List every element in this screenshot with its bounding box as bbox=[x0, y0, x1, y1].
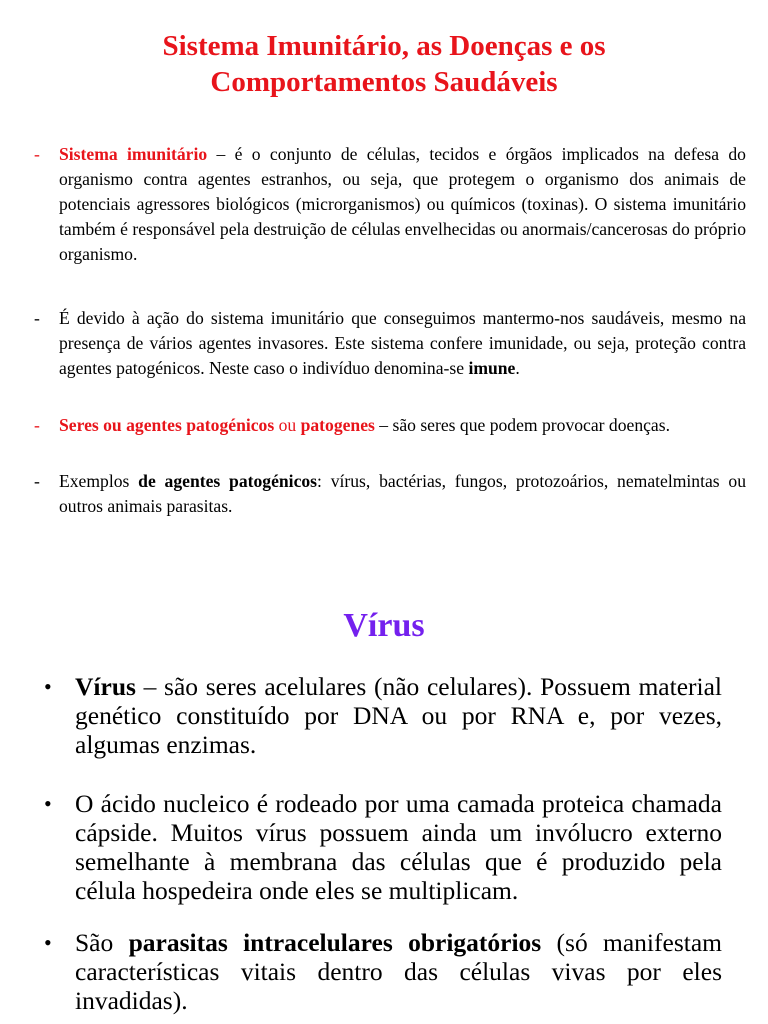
bullet-text bbox=[75, 928, 722, 1015]
term-imune: imune bbox=[468, 358, 516, 378]
bullet-text bbox=[75, 672, 722, 759]
dash-marker: - bbox=[34, 308, 40, 328]
bullet-marker: • bbox=[44, 674, 52, 699]
term-agentes-patogenicos-bold: de agentes patogénicos bbox=[138, 471, 318, 491]
parasites-pre: São bbox=[75, 928, 129, 957]
dash-marker: - bbox=[34, 144, 40, 164]
bullet-text: O ácido nucleico é rodeado por uma camada proteica chamada cápside. Muitos vírus possuem ainda um invólucro externo semelhante à membrana das células que é produzido pela célula hospedeira onde eles se multiplicam. bbox=[75, 789, 722, 905]
paragraph-immune-system bbox=[34, 142, 746, 267]
period: . bbox=[515, 358, 520, 378]
section-title-virus: Vírus bbox=[343, 607, 425, 644]
immunity-text: É devido à ação do sistema imunitário que conseguimos mantermo-nos saudáveis, mesmo na presença de vários agentes invasores. Este sistema confere imunidade, ou seja, proteção contra agentes patogénicos. Neste caso o indivíduo denomina-se bbox=[59, 308, 746, 378]
term-virus: Vírus bbox=[75, 672, 136, 701]
examples-pre: Exemplos bbox=[59, 471, 139, 491]
title-line-1: Sistema Imunitário, as Doenças e os bbox=[162, 30, 606, 62]
paragraph-pathogens bbox=[34, 413, 746, 438]
examples-text: : vírus, bactérias, fungos, protozoários, nematelmintas ou outros animais parasitas. bbox=[59, 471, 747, 516]
bullet-capsid bbox=[44, 789, 722, 905]
connector-ou: ou bbox=[274, 415, 301, 435]
page-title bbox=[0, 28, 768, 100]
dash-marker: - bbox=[34, 471, 40, 491]
paragraph-text bbox=[59, 413, 746, 438]
paragraph-text bbox=[59, 142, 746, 267]
dash-marker: - bbox=[34, 415, 40, 435]
term-sistema-imunitario: Sistema imunitário bbox=[59, 144, 208, 164]
pathogens-text: – são seres que podem provocar doenças. bbox=[374, 415, 670, 435]
bullet-parasites bbox=[44, 928, 722, 1015]
paragraph-text bbox=[59, 469, 746, 519]
virus-definition-text: – são seres acelulares (não celulares). Possuem material genético constituído por DNA ou por RNA e, por vezes, algumas enzimas. bbox=[75, 672, 722, 759]
paragraph-examples bbox=[34, 469, 746, 519]
term-parasitas-intracelulares: parasitas intracelulares obrigatórios bbox=[128, 928, 542, 957]
paragraph-text bbox=[59, 306, 746, 381]
term-patogenes: patogenes bbox=[300, 415, 375, 435]
bullet-marker: • bbox=[44, 930, 52, 955]
parasites-text: (só manifestam características vitais dentro das células vivas por eles invadidas). bbox=[75, 928, 722, 1015]
paragraph-immunity bbox=[34, 306, 746, 381]
term-agentes-patogenicos: Seres ou agentes patogénicos bbox=[59, 415, 275, 435]
bullet-marker: • bbox=[44, 791, 52, 816]
bullet-virus-definition bbox=[44, 672, 722, 759]
title-line-2: Comportamentos Saudáveis bbox=[210, 66, 558, 98]
definition-text: – é o conjunto de células, tecidos e órgãos implicados na defesa do organismo contra agentes estranhos, ou seja, que protegem o organismo dos animais de potenciais agressores biológicos (microrganismos) ou químicos (toxinas). O sistema imunitário também é responsável pela destruição de células envelhecidas ou anormais/cancerosas do próprio organismo. bbox=[59, 144, 746, 264]
